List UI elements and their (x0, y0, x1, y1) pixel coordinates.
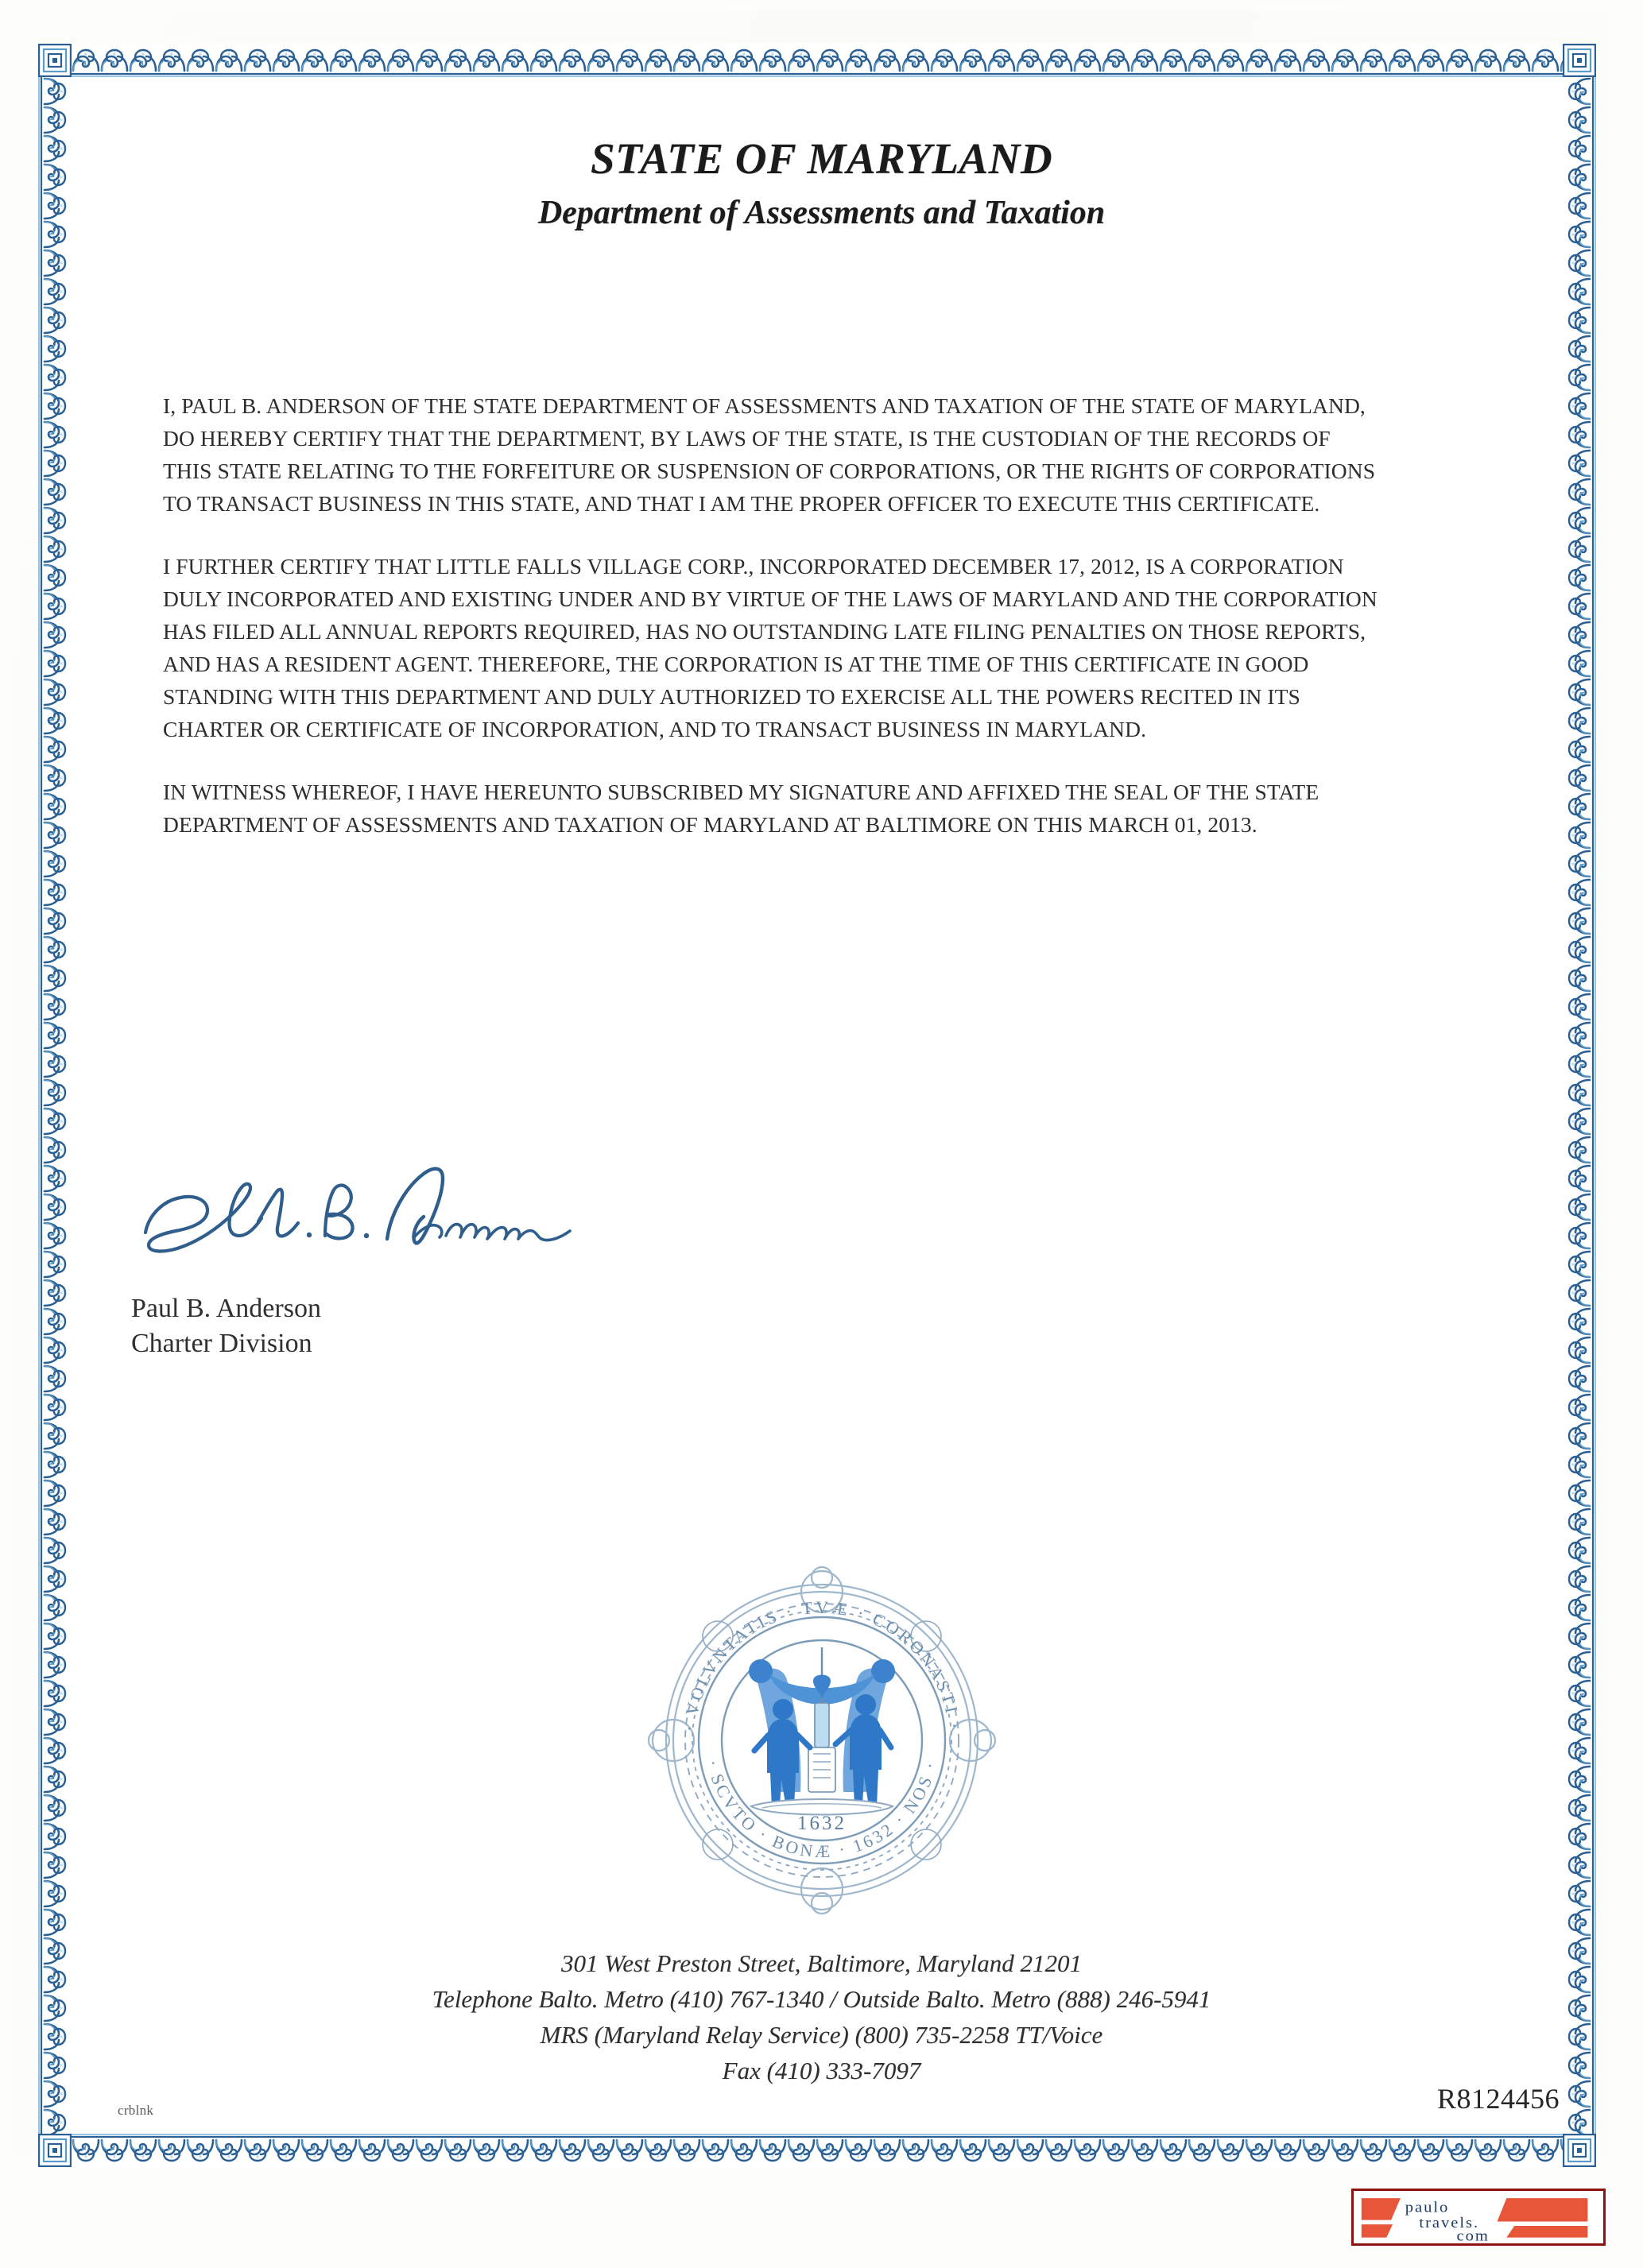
certificate-serial-number: R8124456 (1436, 2083, 1560, 2115)
footer-telephone: Telephone Balto. Metro (410) 767-1340 / Outside Balto. Metro (888) 246-5941 (432, 1985, 1211, 2013)
document-header (0, 135, 1643, 231)
watermark-line-2: travels. (1419, 2214, 1480, 2231)
seal-year: 1632 (796, 1813, 847, 1834)
certify-paragraph-1: I, PAUL B. ANDERSON OF THE STATE DEPARTMENT OF ASSESSMENTS AND TAXATION OF THE STATE OF MARYLAND, DO HEREBY CERTIFY THAT THE DEPARTMENT, BY LAWS OF THE STATE, IS THE CUSTODIAN OF THE RECORDS OF THIS STATE RELATING TO THE FORFEITURE OR SUSPENSION OF CORPORATIONS, OR THE RIGHTS OF CORPORATIONS TO TRANSACT BUSINESS IN THIS STATE, AND THAT I AM THE PROPER OFFICER TO EXECUTE THIS CERTIFICATE. (163, 393, 1376, 516)
border-corner-top-left (38, 44, 72, 77)
maryland-state-seal-icon (635, 1554, 1009, 1927)
border-band-right (1563, 77, 1596, 2134)
signature-block (131, 1156, 688, 1361)
footer-relay-service: MRS (Maryland Relay Service) (800) 735-2258 TT/Voice (540, 2021, 1103, 2049)
paulotravels-watermark-logo (1351, 2189, 1606, 2246)
border-corner-bottom-right (1563, 2134, 1596, 2167)
border-corner-top-right (1563, 44, 1596, 77)
border-corner-bottom-left (38, 2134, 72, 2167)
border-band-bottom (72, 2134, 1563, 2167)
seal-motto-bottom: · SCVTO · BONÆ · 1632 · NOS · (702, 1758, 941, 1862)
border-band-left (38, 77, 72, 2134)
border-band-top (72, 44, 1563, 77)
footer-contact-block (0, 1945, 1643, 2088)
handwritten-signature-icon (131, 1156, 608, 1275)
watermark-line-3: com (1456, 2227, 1490, 2243)
seal-motto-top: · VOLVNTATIS · TVÆ · CORONASTI · (678, 1597, 965, 1733)
certify-paragraph-3: IN WITNESS WHEREOF, I HAVE HEREUNTO SUBSCRIBED MY SIGNATURE AND AFFIXED THE SEAL OF THE STATE DEPARTMENT OF ASSESSMENTS AND TAXATION OF MARYLAND AT BALTIMORE ON THIS MARCH 01, 2013. (163, 780, 1319, 837)
certificate-body (163, 389, 1379, 841)
form-code-mark: crblnk (118, 2103, 154, 2118)
footer-fax: Fax (410) 333-7097 (722, 2057, 921, 2084)
watermark-line-1: paulo (1405, 2199, 1450, 2216)
signatory-title: Charter Division (131, 1329, 312, 1358)
page-title: STATE OF MARYLAND (590, 134, 1053, 183)
signatory-name: Paul B. Anderson (131, 1294, 321, 1323)
footer-address: 301 West Preston Street, Baltimore, Maryland 21201 (561, 1949, 1082, 1977)
certify-paragraph-2: I FURTHER CERTIFY THAT LITTLE FALLS VILLAGE CORP., INCORPORATED DECEMBER 17, 2012, IS A CORPORATION DULY INCORPORATED AND EXISTING UNDER AND BY VIRTUE OF THE LAWS OF MARYLAND AND THE CORPORATION HAS FILED ALL ANNUAL REPORTS REQUIRED, HAS NO OUTSTANDING LATE FILING PENALTIES ON THOSE REPORTS, AND HAS A RESIDENT AGENT. THEREFORE, THE CORPORATION IS AT THE TIME OF THIS CERTIFICATE IN GOOD STANDING WITH THIS DEPARTMENT AND DULY AUTHORIZED TO EXERCISE ALL THE POWERS RECITED IN ITS CHARTER OR CERTIFICATE OF INCORPORATION, AND TO TRANSACT BUSINESS IN MARYLAND. (163, 554, 1378, 741)
page-subtitle: Department of Assessments and Taxation (537, 194, 1106, 231)
